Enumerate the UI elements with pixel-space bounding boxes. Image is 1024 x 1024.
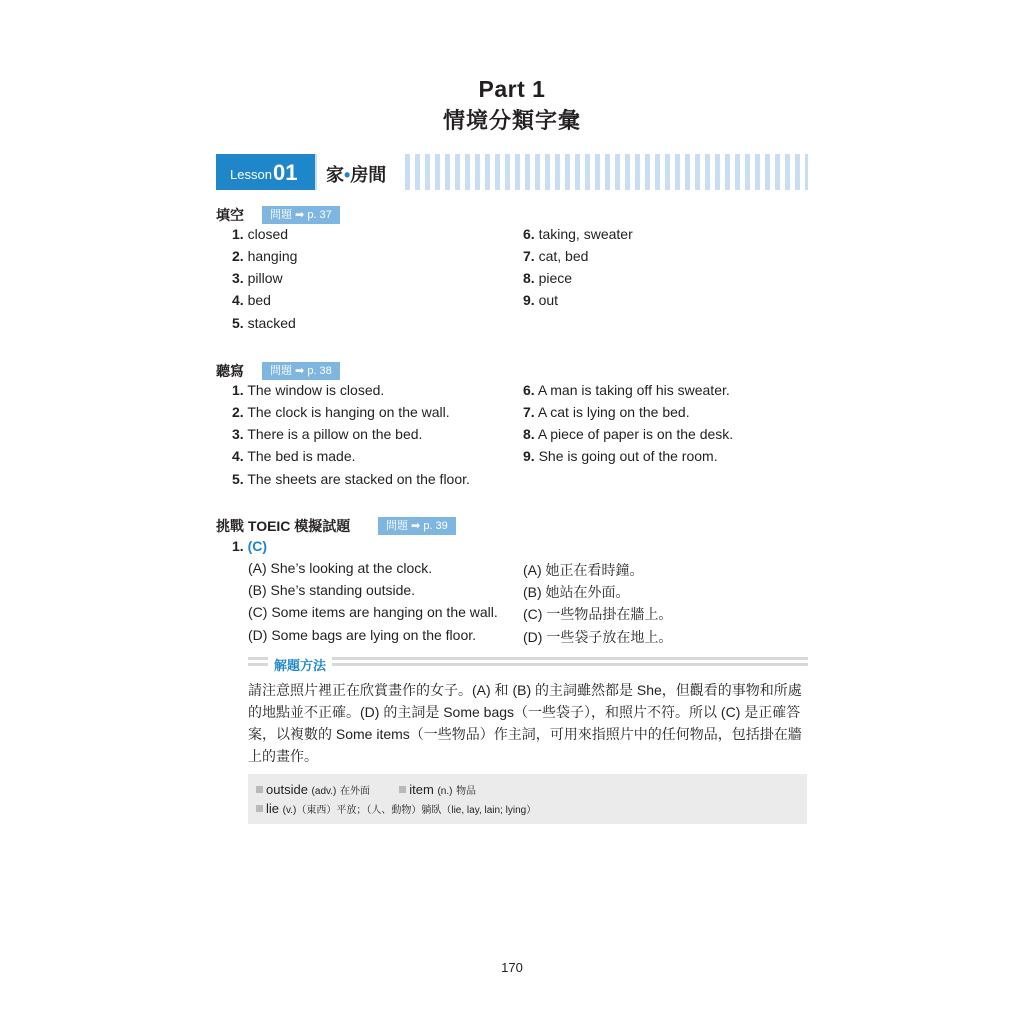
lesson-banner	[216, 154, 808, 190]
list-item: 7. cat, bed	[523, 248, 589, 264]
toeic-heading: 挑戰 TOEIC 模擬試題	[216, 518, 351, 534]
list-item: 5. stacked	[232, 315, 296, 331]
lesson-title-a: 家	[326, 165, 344, 185]
list-item: 9. out	[523, 292, 559, 308]
list-item: 2. hanging	[232, 248, 298, 264]
dictation-page-tag: 問題 ➡ p. 38	[262, 362, 340, 380]
bullet-square-icon	[256, 786, 263, 793]
list-item: 3. pillow	[232, 270, 283, 286]
list-item: 1. The window is closed.	[232, 382, 385, 398]
explanation-text: 請注意照片裡正在欣賞畫作的女子。(A) 和 (B) 的主詞雖然都是 She，但觀看的事物和所處的地點並不正確。(D) 的主詞是 Some bags（一些袋子），和照片不符。所以 (C) 是正確答案，以複數的 Some items（一些物品）作主詞，可用來指照片中的任何物品，包括掛在牆上的畫作。	[248, 682, 802, 764]
list-item: 5. The sheets are stacked on the floor.	[232, 471, 470, 487]
vocab-row: lie (v.)（東西）平放；（人、動物）躺臥（lie, lay, lain; lying）	[256, 801, 536, 816]
option-en: (B) She’s standing outside.	[248, 582, 416, 598]
option-zh: (D) 一些袋子放在地上。	[523, 629, 673, 645]
list-item: 8. piece	[523, 270, 573, 286]
option-zh: (A) 她正在看時鐘。	[523, 562, 644, 578]
method-label: 解題方法	[268, 655, 332, 674]
option-en: (C) Some items are hanging on the wall.	[248, 604, 498, 620]
option-en: (A) She’s looking at the clock.	[248, 560, 433, 576]
lesson-title	[326, 161, 386, 187]
vocab-row: outside (adv.) 在外面 item (n.) 物品	[256, 782, 476, 797]
list-item: 4. bed	[232, 292, 271, 308]
list-item: 2. The clock is hanging on the wall.	[232, 404, 450, 420]
vocab-box	[248, 774, 807, 824]
lesson-word: Lesson	[230, 167, 272, 182]
correct-answer: (C)	[247, 538, 268, 554]
list-item: 9. She is going out of the room.	[523, 448, 718, 464]
part-subtitle: 情境分類字彙	[442, 108, 581, 133]
option-zh: (B) 她站在外面。	[523, 584, 630, 600]
part-title: Part 1	[478, 76, 546, 102]
option-zh: (C) 一些物品掛在牆上。	[523, 606, 673, 622]
list-item: 1. closed	[232, 226, 289, 242]
list-item: 8. A piece of paper is on the desk.	[523, 426, 734, 442]
lesson-title-separator: •	[344, 165, 351, 185]
list-item: 6. A man is taking off his sweater.	[523, 382, 730, 398]
list-item: 6. taking, sweater	[523, 226, 633, 242]
toeic-page-tag: 問題 ➡ p. 39	[378, 517, 456, 535]
list-item: 4. The bed is made.	[232, 448, 356, 464]
fill-blank-page-tag: 問題 ➡ p. 37	[262, 206, 340, 224]
list-item: 3. There is a pillow on the bed.	[232, 426, 423, 442]
question-number: 1. (C)	[232, 538, 268, 554]
lesson-number: 01	[273, 160, 298, 185]
list-item: 7. A cat is lying on the bed.	[523, 404, 690, 420]
page-number: 170	[501, 960, 523, 975]
lesson-title-b: 房間	[350, 165, 387, 185]
bullet-square-icon	[399, 786, 406, 793]
bullet-square-icon	[256, 805, 263, 812]
option-en: (D) Some bags are lying on the floor.	[248, 627, 477, 643]
fill-blank-heading: 填空	[216, 207, 244, 223]
dictation-heading: 聽寫	[216, 363, 244, 379]
lesson-badge	[216, 154, 315, 190]
